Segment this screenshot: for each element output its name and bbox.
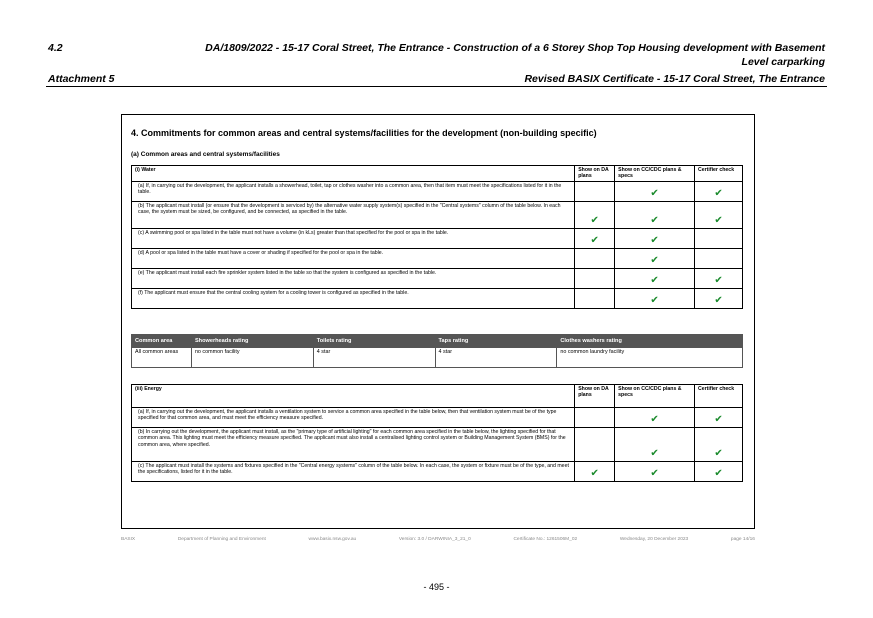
commitment-text: (f) The applicant must ensure that the central cooling system for a cooling tower is configured as specified in the table. — [132, 288, 575, 308]
certificate-footer — [121, 537, 755, 542]
commitment-text: (c) The applicant must install the systems and fixtures specified in the "Central energy systems" column of the table below. In each case, the system or fixture must be of the type, and meet the specifications, listed for it in the table. — [132, 462, 575, 482]
checkmark-icon: ✔ — [714, 468, 723, 479]
water-commitments-table — [131, 165, 743, 309]
ratings-row — [132, 348, 743, 368]
checkmark-icon: ✔ — [590, 468, 599, 479]
section-title: 4. Commitments for common areas and central systems/facilities for the development (non-building specific) — [131, 128, 597, 138]
checkmark-icon: ✔ — [650, 254, 659, 266]
attachment-label: Attachment 5 — [48, 73, 115, 85]
water-header-row — [132, 166, 743, 182]
commitment-row — [132, 408, 743, 428]
checkmark-icon: ✔ — [650, 294, 659, 306]
check-cell-cert — [695, 462, 743, 482]
footer-page: page 14/16 — [730, 537, 755, 542]
commitment-row — [132, 268, 743, 288]
ratings-cell: 4 star — [435, 348, 557, 368]
col-show-da: Show on DA plans — [575, 385, 615, 408]
checkmark-icon: ✔ — [714, 448, 723, 459]
check-cell-cert — [695, 268, 743, 288]
ratings-cell: no common laundry facility — [557, 348, 743, 368]
section-subtitle: (a) Common areas and central systems/facilities — [131, 151, 280, 158]
commitment-text: (d) A pool or spa listed in the table must have a cover or shading if specified for the pool or spa in the table. — [132, 248, 575, 268]
check-cell-da — [575, 268, 615, 288]
commitment-row — [132, 428, 743, 462]
commitment-text: (b) The applicant must install (or ensure that the development is serviced by) the alternative water supply system(s) specified in the "Central systems" column of the table below. In each case, the system must be sized, be configured, and be connected, as specified in the table. — [132, 201, 575, 228]
checkmark-icon: ✔ — [590, 214, 599, 226]
check-cell-da — [575, 462, 615, 482]
checkmark-icon: ✔ — [650, 448, 659, 459]
water-ratings-table — [131, 334, 743, 368]
check-cell-cert — [695, 181, 743, 201]
water-heading: (i) Water — [132, 166, 575, 182]
document-title — [185, 41, 825, 69]
col-show-cc: Show on CC/CDC plans & specs — [615, 385, 695, 408]
commitment-row — [132, 288, 743, 308]
commitment-row — [132, 228, 743, 248]
check-cell-cc — [615, 248, 695, 268]
checkmark-icon: ✔ — [650, 234, 659, 246]
checkmark-icon: ✔ — [650, 214, 659, 226]
checkmark-icon: ✔ — [650, 414, 659, 425]
ratings-header-cell: Common area — [132, 335, 192, 348]
footer-certificate-no: Certificate No.: 1261506M_02 — [513, 537, 578, 542]
page-number: - 495 - — [423, 582, 450, 592]
col-certifier: Certifier check — [695, 166, 743, 182]
checkmark-icon: ✔ — [650, 274, 659, 286]
header-divider — [46, 86, 827, 87]
title-line-1: DA/1809/2022 - 15-17 Coral Street, The Entrance - Construction of a 6 Storey Shop Top Housing development with Basement — [205, 42, 825, 54]
check-cell-da — [575, 248, 615, 268]
commitment-text: (a) If, in carrying out the development, the applicant installs a showerhead, toilet, tap or clothes washer into a common area, then that item must meet the specifications listed for it in the table. — [132, 181, 575, 201]
checkmark-icon: ✔ — [650, 468, 659, 479]
checkmark-icon: ✔ — [714, 187, 723, 199]
check-cell-da — [575, 408, 615, 428]
col-show-da: Show on DA plans — [575, 166, 615, 182]
ratings-header-cell: Showerheads rating — [191, 335, 313, 348]
commitment-text: (e) The applicant must install each fire sprinkler system listed in the table so that the system is configured as specified in the table. — [132, 268, 575, 288]
check-cell-cc — [615, 181, 695, 201]
ratings-cell: no common facility — [191, 348, 313, 368]
commitment-text: (c) A swimming pool or spa listed in the table must not have a volume (in kLs) greater than that specified for the pool or spa in the table. — [132, 228, 575, 248]
ratings-header-row — [132, 335, 743, 348]
checkmark-icon: ✔ — [714, 294, 723, 306]
col-show-cc: Show on CC/CDC plans & specs — [615, 166, 695, 182]
footer-basix: BASIX — [121, 537, 136, 542]
commitment-row — [132, 462, 743, 482]
check-cell-da — [575, 428, 615, 462]
checkmark-icon: ✔ — [714, 274, 723, 286]
title-line-2: Level carparking — [741, 56, 825, 68]
check-cell-cc — [615, 288, 695, 308]
ratings-header-cell: Taps rating — [435, 335, 557, 348]
energy-header-row — [132, 385, 743, 408]
commitment-text: (b) In carrying out the development, the applicant must install, as the "primary type of artificial lighting" for each common area specified in the table below, the lighting specified for that common area. This lighting must meet the efficiency measure specified. The applicant must also install a centralised lighting control system or Building Management System (BMS) for the common area, where specified. — [132, 428, 575, 462]
ratings-header-cell: Toilets rating — [313, 335, 435, 348]
checkmark-icon: ✔ — [714, 214, 723, 226]
check-cell-cert — [695, 228, 743, 248]
check-cell-cc — [615, 201, 695, 228]
energy-heading: (iii) Energy — [132, 385, 575, 408]
footer-date: Wednesday, 20 December 2023 — [619, 537, 689, 542]
check-cell-cert — [695, 201, 743, 228]
commitment-text: (a) If, in carrying out the development, the applicant installs a ventilation system to service a common area specified in the table below, then that ventilation system must be of the type specified for that common area, and must meet the efficiency measure specified. — [132, 408, 575, 428]
check-cell-da — [575, 228, 615, 248]
check-cell-cert — [695, 248, 743, 268]
ratings-cell: All common areas — [132, 348, 192, 368]
check-cell-da — [575, 201, 615, 228]
checkmark-icon: ✔ — [650, 187, 659, 199]
check-cell-cc — [615, 268, 695, 288]
document-subtitle: Revised BASIX Certificate - 15-17 Coral Street, The Entrance — [524, 73, 825, 85]
commitment-row — [132, 201, 743, 228]
check-cell-da — [575, 181, 615, 201]
check-cell-cc — [615, 462, 695, 482]
ratings-cell: 4 star — [313, 348, 435, 368]
footer-department: Department of Planning and Environment — [177, 537, 266, 542]
checkmark-icon: ✔ — [590, 234, 599, 246]
check-cell-cc — [615, 428, 695, 462]
commitment-row — [132, 248, 743, 268]
check-cell-cc — [615, 408, 695, 428]
checkmark-icon: ✔ — [714, 414, 723, 425]
col-certifier: Certifier check — [695, 385, 743, 408]
check-cell-cert — [695, 408, 743, 428]
energy-commitments-table — [131, 384, 743, 482]
check-cell-cert — [695, 428, 743, 462]
footer-url: www.basix.nsw.gov.au — [308, 537, 357, 542]
check-cell-cert — [695, 288, 743, 308]
check-cell-da — [575, 288, 615, 308]
ratings-header-cell: Clothes washers rating — [557, 335, 743, 348]
check-cell-cc — [615, 228, 695, 248]
item-number: 4.2 — [48, 42, 63, 54]
footer-version: Version: 3.0 / DARWINIA_3_21_0 — [398, 537, 471, 542]
commitment-row — [132, 181, 743, 201]
